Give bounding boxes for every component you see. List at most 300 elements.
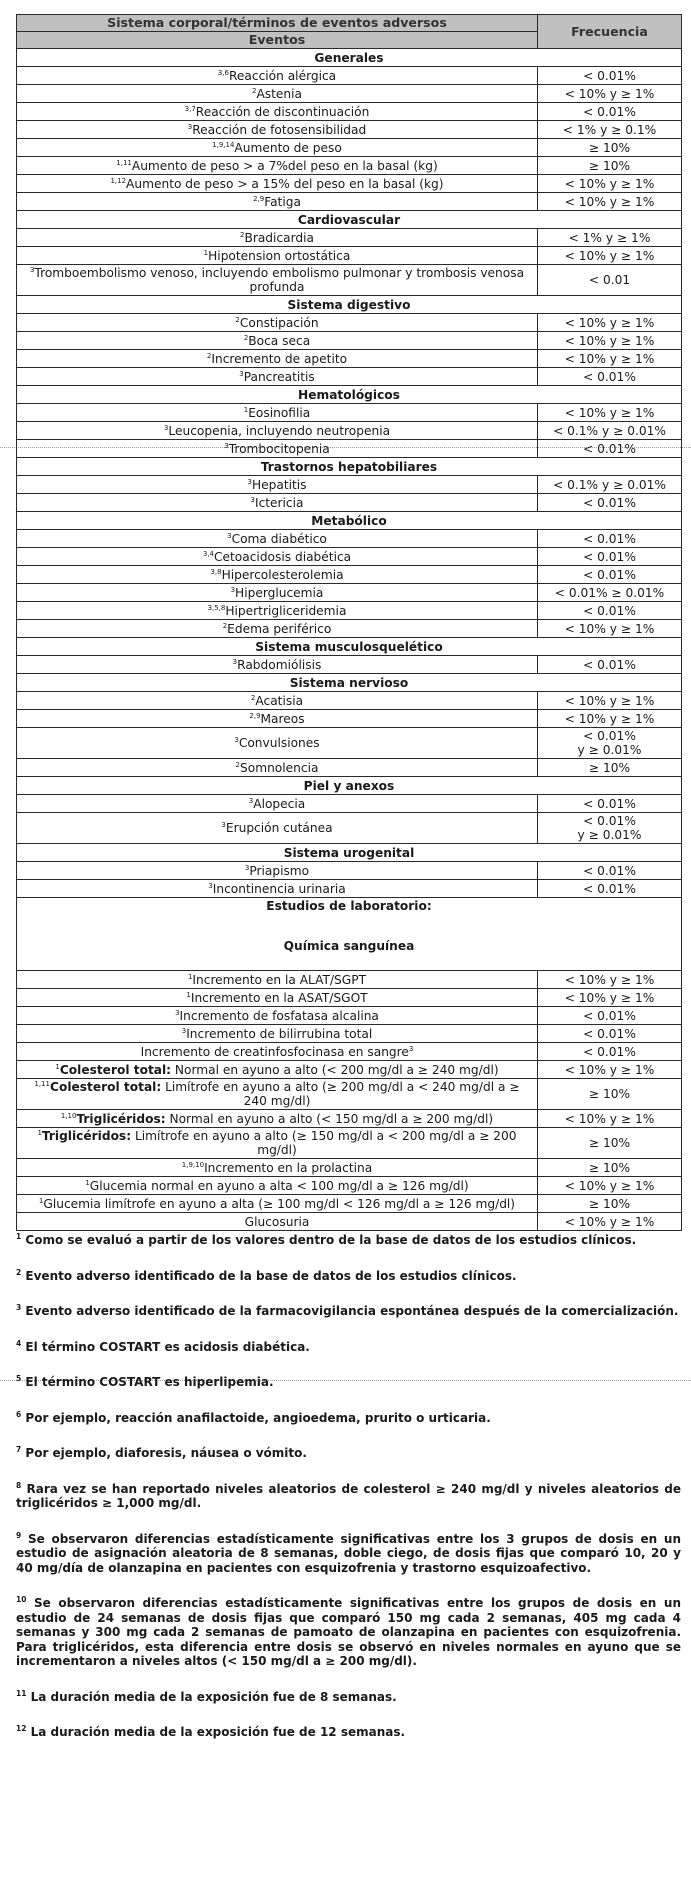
event-label: Glucosuria: [244, 1214, 310, 1229]
event-cell: [17, 350, 538, 368]
frequency-value: < 0.01%: [583, 1044, 636, 1059]
footnote-text: Como se evaluó a partir de los valores dentro de la base de datos de los estudios clínicos.: [25, 1233, 637, 1247]
table-row: [17, 1128, 682, 1159]
section-row: [17, 458, 682, 476]
table-row: [17, 422, 682, 440]
event-cell: [17, 1110, 538, 1128]
footnote-ref: 1,12: [110, 176, 127, 185]
event-cell: [17, 1043, 538, 1061]
event-label: Cetoacidosis diabética: [214, 549, 352, 564]
footnote-ref: 1: [55, 1062, 60, 1071]
event-label-bold: Colesterol total:: [50, 1080, 162, 1094]
adverse-events-table: [16, 14, 682, 1231]
footnote-ref: 2: [251, 86, 257, 95]
section-row: [17, 211, 682, 229]
table-body: [17, 49, 682, 1231]
event-cell: [17, 566, 538, 584]
footnotes: [16, 1233, 681, 1740]
frequency-value: < 10% y ≥ 1%: [564, 1178, 655, 1193]
event-label: Bradicardia: [244, 230, 314, 245]
footnote-ref: 3: [187, 122, 193, 131]
table-row: [17, 656, 682, 674]
section-row: [17, 296, 682, 314]
frequency-value: < 0.01%: [583, 796, 636, 811]
event-cell: [17, 103, 538, 121]
footnote-ref: 1: [203, 248, 209, 257]
frequency-value: < 0.01%: [583, 369, 636, 384]
event-cell: [17, 85, 538, 103]
table-row: [17, 989, 682, 1007]
section-row: [17, 844, 682, 862]
frequency-value: < 10% y ≥ 1%: [564, 711, 655, 726]
footnote-ref: 2: [206, 351, 212, 360]
section-title: Metabólico: [17, 512, 682, 530]
footnote-number: 9: [16, 1530, 22, 1540]
event-label: Aumento de peso > a 7%del peso en la basal (kg): [131, 158, 438, 173]
event-cell: [17, 121, 538, 139]
frequency-cell: [538, 476, 682, 494]
footnote-ref: 1: [85, 1178, 90, 1187]
event-label: Erupción cutánea: [225, 821, 333, 835]
frequency-cell: [538, 247, 682, 265]
frequency-cell: [538, 175, 682, 193]
frequency-value: < 10% y ≥ 1%: [564, 315, 655, 330]
footnote: [16, 1304, 681, 1319]
section-row: [17, 674, 682, 692]
footnote-ref: 2,9: [253, 194, 265, 203]
frequency-value: ≥ 10%: [588, 1160, 631, 1175]
footnote: [16, 1482, 681, 1511]
frequency-cell: [538, 692, 682, 710]
table-row: [17, 350, 682, 368]
section-row: [17, 898, 682, 971]
footnote-text: Por ejemplo, reacción anafilactoide, angioedema, prurito o urticaria.: [25, 1410, 491, 1425]
event-cell: [17, 620, 538, 638]
event-label: Trombocitopenia: [228, 441, 330, 456]
event-label: Tromboembolismo venoso, incluyendo embolismo pulmonar y trombosis venosa profunda: [34, 266, 525, 294]
frequency-value-line2: y ≥ 0.01%: [577, 828, 642, 842]
frequency-value: < 0.01%: [583, 68, 636, 83]
frequency-value: < 0.01%: [583, 441, 636, 456]
frequency-cell: [538, 862, 682, 880]
footnote-ref: 1,11: [116, 158, 132, 167]
footnote: [16, 1690, 681, 1705]
frequency-cell: [538, 728, 682, 759]
lab-title: Estudios de laboratorio:: [266, 899, 432, 913]
footnote-number: 11: [16, 1688, 27, 1698]
footnote-number: 12: [16, 1724, 27, 1733]
frequency-cell: [538, 759, 682, 777]
event-label: Incremento de fosfatasa alcalina: [179, 1008, 379, 1023]
table-row: [17, 602, 682, 620]
footnote: [16, 1375, 681, 1390]
frequency-cell: [538, 121, 682, 139]
frequency-cell: [538, 880, 682, 898]
frequency-cell: [538, 350, 682, 368]
frequency-value: < 0.01%: [583, 1008, 636, 1023]
table-row: [17, 759, 682, 777]
event-cell: [17, 759, 538, 777]
table-row: [17, 1079, 682, 1110]
frequency-cell: [538, 404, 682, 422]
event-label: Leucopenia, incluyendo neutropenia: [168, 423, 391, 438]
table-row: [17, 265, 682, 296]
table-row: [17, 692, 682, 710]
footnote-number: 5: [16, 1374, 22, 1383]
footnote-ref: 1,10: [60, 1111, 77, 1120]
frequency-cell: [538, 314, 682, 332]
frequency-cell: [538, 1061, 682, 1079]
section-title: Trastornos hepatobiliares: [17, 458, 682, 476]
event-cell: [17, 584, 538, 602]
event-cell: [17, 728, 538, 759]
frequency-cell: [538, 229, 682, 247]
event-label: Reacción de discontinuación: [195, 104, 370, 119]
event-label: Aumento de peso: [234, 140, 342, 155]
frequency-cell: [538, 1110, 682, 1128]
footnote-ref: 3: [250, 495, 255, 504]
frequency-value: < 10% y ≥ 1%: [564, 1214, 655, 1229]
frequency-value: < 10% y ≥ 1%: [564, 693, 655, 708]
event-cell: [17, 247, 538, 265]
event-cell: [17, 422, 538, 440]
footnote-ref: 1: [37, 1128, 42, 1137]
frequency-cell: [538, 1213, 682, 1231]
frequency-value: < 10% y ≥ 1%: [564, 248, 655, 263]
footnote-number: 6: [16, 1409, 22, 1419]
frequency-cell: [538, 157, 682, 175]
frequency-cell: [538, 1159, 682, 1177]
event-label: Limítrofe en ayuno a alto (≥ 200 mg/dl a < 240 mg/dl a ≥ 240 mg/dl): [161, 1080, 520, 1108]
frequency-value: < 0.01: [588, 273, 631, 287]
table-row: [17, 728, 682, 759]
section-title: Sistema musculosquelético: [17, 638, 682, 656]
frequency-value: < 0.01%: [583, 104, 636, 119]
event-cell: [17, 265, 538, 296]
footnote-ref: 3: [234, 735, 239, 744]
frequency-cell: [538, 620, 682, 638]
frequency-cell: [538, 989, 682, 1007]
table-row: [17, 620, 682, 638]
frequency-value: ≥ 10%: [588, 760, 631, 775]
footnote-text: La duración media de la exposición fue de 8 semanas.: [30, 1689, 397, 1704]
event-label: Glucemia normal en ayuno a alta < 100 mg/dl a ≥ 126 mg/dl): [89, 1178, 469, 1193]
footnote-ref: 2,9: [249, 711, 261, 720]
event-label: Incremento en la prolactina: [204, 1160, 373, 1175]
frequency-value: < 0.01%: [583, 814, 636, 828]
footnote: [16, 1596, 681, 1669]
section-title: Hematológicos: [17, 386, 682, 404]
event-cell: [17, 1079, 538, 1110]
table-row: [17, 1061, 682, 1079]
footnote-ref: 3: [224, 441, 229, 450]
event-label: Coma diabético: [231, 531, 327, 546]
event-cell: [17, 175, 538, 193]
frequency-value: ≥ 10%: [588, 1196, 631, 1211]
frequency-cell: [538, 440, 682, 458]
table-row: [17, 566, 682, 584]
event-label: Incremento de apetito: [211, 351, 348, 366]
table-row: [17, 530, 682, 548]
table-row: [17, 880, 682, 898]
table-row: [17, 1159, 682, 1177]
frequency-value: < 10% y ≥ 1%: [564, 194, 655, 209]
event-cell: [17, 710, 538, 728]
event-label: Normal en ayuno a alto (< 200 mg/dl a ≥ 240 mg/dl): [171, 1062, 499, 1077]
event-cell: [17, 795, 538, 813]
table-row: [17, 862, 682, 880]
footnote-number: 10: [16, 1595, 27, 1604]
event-label: Incremento en la ALAT/SGPT: [192, 972, 367, 987]
table-row: [17, 548, 682, 566]
event-cell: [17, 193, 538, 211]
event-label: Boca seca: [248, 333, 311, 348]
footnote-ref: 1,9,14: [212, 140, 235, 149]
footnote-ref: 1: [38, 1196, 44, 1205]
frequency-cell: [538, 1195, 682, 1213]
event-label: Hiperglucemia: [235, 585, 324, 600]
table-row: [17, 229, 682, 247]
footnote: [16, 1446, 681, 1461]
frequency-cell: [538, 139, 682, 157]
frequency-cell: [538, 584, 682, 602]
footnote-number: 8: [16, 1480, 22, 1490]
table-row: [17, 67, 682, 85]
table-row: [17, 157, 682, 175]
table-row: [17, 193, 682, 211]
event-cell: [17, 1025, 538, 1043]
document-page: [16, 14, 681, 1740]
table-row: [17, 332, 682, 350]
event-label: Aumento de peso > a 15% del peso en la basal (kg): [126, 176, 444, 191]
footnote-text: Se observaron diferencias estadísticamente significativas entre los grupos de dosis en un estudio de 24 semanas de dosis fijas que comparó 150 mg cada 2 semanas, 405 mg cada 4 semanas y 300 mg cada 2 semanas de pamoato de olanzapina en pacientes con esquizofrenia. Para triglicéridos, esta diferencia entre dosis se observó en niveles normales en ayuno que se incrementaron a niveles altos (< 150 mg/dl a ≥ 200 mg/dl).: [16, 1596, 681, 1668]
frequency-cell: [538, 1177, 682, 1195]
footnote-ref: 3,7: [184, 104, 196, 113]
frequency-value: < 0.1% y ≥ 0.01%: [553, 423, 666, 438]
frequency-cell: [538, 265, 682, 296]
footnote-ref: 3,4: [202, 549, 215, 558]
event-cell: [17, 602, 538, 620]
event-label: Rabdomiólisis: [237, 657, 322, 672]
event-label: Hipercolesterolemia: [221, 567, 344, 582]
event-cell: [17, 404, 538, 422]
frequency-cell: [538, 1007, 682, 1025]
table-row: [17, 1025, 682, 1043]
event-label: Priapismo: [249, 863, 310, 878]
frequency-cell: [538, 813, 682, 844]
event-cell: [17, 1007, 538, 1025]
event-label: Hepatitis: [251, 477, 307, 492]
header-system-terms: Sistema corporal/términos de eventos adversos: [17, 15, 538, 32]
frequency-cell: [538, 193, 682, 211]
event-cell: [17, 862, 538, 880]
footnote: [16, 1233, 681, 1248]
event-label: Edema periférico: [227, 621, 332, 636]
footnote-text: Se observaron diferencias estadísticamente significativas entre los 3 grupos de dosis en un estudio de asignación aleatoria de 8 semanas, doble ciego, de dosis fijas que comparó 10, 20 y 40 mg/día de olanzapina en pacientes con esquizofrenia y trastorno esquizoafectivo.: [16, 1531, 681, 1575]
event-label: Limítrofe en ayuno a alto (≥ 150 mg/dl a < 200 mg/dl a ≥ 200 mg/dl): [131, 1129, 517, 1157]
footnote-ref: 3: [247, 477, 252, 486]
footnote-ref: 2: [235, 760, 241, 769]
footnote: [16, 1725, 681, 1740]
footnote-ref: 3: [239, 369, 244, 378]
event-cell: [17, 332, 538, 350]
table-row: [17, 795, 682, 813]
frequency-value: < 10% y ≥ 1%: [564, 972, 655, 987]
footnote-number: 2: [16, 1267, 22, 1277]
frequency-cell: [538, 422, 682, 440]
footnote-ref: 2: [250, 693, 256, 702]
event-cell: [17, 494, 538, 512]
table-row: [17, 103, 682, 121]
event-cell: [17, 1177, 538, 1195]
frequency-value: < 0.01%: [583, 531, 636, 546]
section-row: [17, 49, 682, 67]
footnote-ref: 1,9,10: [181, 1160, 205, 1169]
frequency-value: < 0.01%: [583, 863, 636, 878]
frequency-cell: [538, 548, 682, 566]
table-row: [17, 1007, 682, 1025]
event-label: Constipación: [239, 315, 319, 330]
frequency-value: < 10% y ≥ 1%: [564, 1111, 655, 1126]
footnote-text: El término COSTART es acidosis diabética.: [25, 1339, 310, 1354]
event-label: Glucemia limítrofe en ayuno a alta (≥ 100 mg/dl < 126 mg/dl a ≥ 126 mg/dl): [43, 1196, 516, 1211]
footnote-ref: 2: [235, 315, 240, 324]
lab-section-title: [17, 898, 682, 971]
footnote-ref: 2: [240, 230, 245, 239]
table-row: [17, 368, 682, 386]
event-label: Pancreatitis: [243, 369, 315, 384]
frequency-value: < 0.01%: [583, 567, 636, 582]
event-label: Alopecia: [253, 796, 306, 811]
header-frequency: Frecuencia: [538, 15, 682, 49]
frequency-value: < 10% y ≥ 1%: [564, 1062, 655, 1077]
footnote-ref: 1: [187, 972, 193, 981]
section-row: [17, 512, 682, 530]
footnote-text: Por ejemplo, diaforesis, náusea o vómito.: [25, 1446, 307, 1460]
event-cell: [17, 548, 538, 566]
frequency-cell: [538, 332, 682, 350]
footnote-number: 3: [16, 1303, 22, 1312]
frequency-value: < 0.01%: [583, 657, 636, 672]
event-label: Normal en ayuno a alto (< 150 mg/dl a ≥ 200 mg/dl): [165, 1111, 494, 1126]
event-label: Acatisia: [255, 693, 304, 708]
footnote-ref: 2: [243, 333, 249, 342]
table-row: [17, 175, 682, 193]
frequency-value: ≥ 10%: [588, 158, 631, 173]
footnote-ref: 3: [175, 1008, 180, 1017]
footnote-ref: 3: [408, 1044, 414, 1053]
event-label: Incontinencia urinaria: [212, 881, 346, 896]
footnote-ref: 3: [181, 1026, 187, 1035]
frequency-cell: [538, 368, 682, 386]
frequency-value: < 1% y ≥ 0.1%: [562, 122, 657, 137]
event-cell: [17, 1061, 538, 1079]
table-row: [17, 121, 682, 139]
event-label-bold: Colesterol total:: [59, 1062, 172, 1077]
event-label: Eosinofilia: [248, 405, 311, 420]
event-cell: [17, 989, 538, 1007]
section-title: Sistema nervioso: [17, 674, 682, 692]
table-row: [17, 584, 682, 602]
footnote-ref: 3: [248, 796, 254, 805]
frequency-cell: [538, 1128, 682, 1159]
event-label: Reacción de fotosensibilidad: [192, 122, 367, 137]
event-label: Incremento en la ASAT/SGOT: [190, 990, 368, 1005]
frequency-cell: [538, 530, 682, 548]
table-row: [17, 813, 682, 844]
event-cell: [17, 157, 538, 175]
event-cell: [17, 476, 538, 494]
section-title: Generales: [17, 49, 682, 67]
frequency-value: < 0.01%: [583, 881, 636, 896]
footnote-text: La duración media de la exposición fue de 12 semanas.: [30, 1725, 406, 1739]
event-cell: [17, 1128, 538, 1159]
frequency-value: < 10% y ≥ 1%: [564, 621, 655, 636]
event-cell: [17, 971, 538, 989]
table-row: [17, 247, 682, 265]
frequency-cell: [538, 602, 682, 620]
table-row: [17, 1043, 682, 1061]
section-title: Piel y anexos: [17, 777, 682, 795]
section-title: Cardiovascular: [17, 211, 682, 229]
frequency-cell: [538, 971, 682, 989]
footnote-number: 1: [16, 1232, 22, 1241]
frequency-value: < 10% y ≥ 1%: [564, 351, 655, 366]
table-row: [17, 1213, 682, 1231]
footnote-number: 4: [16, 1338, 22, 1348]
event-cell: [17, 1195, 538, 1213]
footnote-ref: 1: [186, 990, 191, 999]
footnote-text: Rara vez se han reportado niveles aleatorios de colesterol ≥ 240 mg/dl y niveles aleatorios de triglicéridos ≥ 1,000 mg/dl.: [16, 1481, 681, 1510]
section-row: [17, 777, 682, 795]
frequency-cell: [538, 494, 682, 512]
frequency-value: < 10% y ≥ 1%: [564, 86, 655, 101]
table-row: [17, 476, 682, 494]
footnote-ref: 1,11: [34, 1079, 51, 1088]
frequency-cell: [538, 566, 682, 584]
footnote: [16, 1340, 681, 1355]
event-label-bold: Triglicéridos:: [41, 1129, 132, 1143]
footnote-ref: 3,5,8: [207, 603, 226, 612]
event-label: Fatiga: [264, 194, 301, 209]
footnote-text: Evento adverso identificado de la base de datos de los estudios clínicos.: [25, 1268, 517, 1283]
event-cell: [17, 440, 538, 458]
table-row: [17, 710, 682, 728]
footnote-number: 7: [16, 1445, 22, 1454]
footnote-ref: 3: [29, 265, 35, 274]
table-row: [17, 404, 682, 422]
frequency-value: < 0.01%: [583, 549, 636, 564]
footnote: [16, 1411, 681, 1426]
frequency-cell: [538, 710, 682, 728]
footnote-ref: 3,8: [210, 567, 222, 576]
event-label: Somnolencia: [240, 760, 319, 775]
frequency-value: ≥ 10%: [588, 1136, 631, 1150]
table-row: [17, 1110, 682, 1128]
frequency-value: < 10% y ≥ 1%: [564, 405, 655, 420]
frequency-cell: [538, 1079, 682, 1110]
event-cell: [17, 314, 538, 332]
footnote-text: El término COSTART es hiperlipemia.: [25, 1375, 274, 1389]
frequency-cell: [538, 103, 682, 121]
section-row: [17, 386, 682, 404]
event-label-bold: Triglicéridos:: [76, 1111, 166, 1126]
header-events: Eventos: [17, 32, 538, 49]
event-label: Ictericia: [254, 495, 304, 510]
frequency-cell: [538, 1025, 682, 1043]
event-cell: [17, 656, 538, 674]
frequency-value: < 0.1% y ≥ 0.01%: [553, 477, 666, 492]
